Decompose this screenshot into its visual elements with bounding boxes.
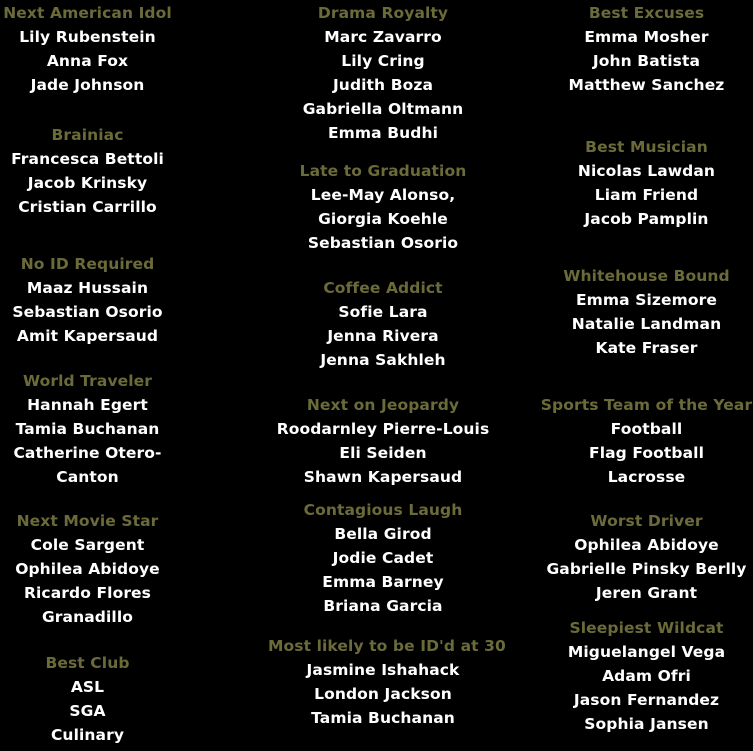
- award-section: [540, 393, 753, 489]
- nominee-name: Miguelangel Vega: [567, 643, 726, 661]
- award-section: [540, 264, 753, 360]
- award-section: [540, 616, 753, 736]
- award-title: Whitehouse Bound: [563, 267, 730, 285]
- nominee-name: Cristian Carrillo: [18, 198, 157, 216]
- award-title: Next on Jeopardy: [306, 396, 460, 414]
- nominee-name: Hannah Egert: [27, 396, 148, 414]
- award-title: No ID Required: [20, 255, 155, 273]
- nominee-name: Gabriella Oltmann: [302, 100, 464, 118]
- nominee-name: Jodie Cadet: [332, 549, 434, 567]
- nominee-name: ASL: [70, 678, 105, 696]
- award-title: Coffee Addict: [323, 279, 443, 297]
- award-title: Best Musician: [585, 138, 708, 156]
- award-title: Most likely to be ID'd at 30: [268, 637, 506, 655]
- nominee-name: Lee-May Alonso,: [310, 186, 456, 204]
- nominee-name: Lacrosse: [607, 468, 686, 486]
- nominee-name: SGA: [69, 702, 106, 720]
- award-section: [268, 159, 498, 255]
- award-title: Drama Royalty: [317, 4, 449, 22]
- award-section: [268, 498, 498, 618]
- award-title: Best Excuses: [588, 4, 705, 22]
- nominee-name: Emma Mosher: [584, 28, 709, 46]
- nominee-name: Matthew Sanchez: [568, 76, 725, 94]
- nominee-name: Tamia Buchanan: [15, 420, 160, 438]
- nominee-name: Shawn Kapersaud: [303, 468, 463, 486]
- nominee-name: Anna Fox: [46, 52, 129, 70]
- nominee-name: Canton: [56, 468, 119, 486]
- nominee-name: Tamia Buchanan: [311, 709, 455, 727]
- nominee-name: Catherine Otero-: [13, 444, 162, 462]
- nominee-name: Jade Johnson: [30, 76, 145, 94]
- nominee-name: Marc Zavarro: [324, 28, 442, 46]
- award-section: [0, 369, 175, 489]
- award-title: Contagious Laugh: [303, 501, 463, 519]
- nominee-name: Jason Fernandez: [573, 691, 720, 709]
- nominee-name: Briana Garcia: [323, 597, 443, 615]
- nominee-name: Granadillo: [41, 608, 133, 626]
- award-title: Next American Idol: [3, 4, 172, 22]
- award-section: [540, 1, 753, 97]
- award-section: [268, 276, 498, 372]
- award-title: Best Club: [45, 654, 130, 672]
- award-title: World Traveler: [22, 372, 153, 390]
- nominee-name: Sebastian Osorio: [12, 303, 163, 321]
- nominee-name: Culinary: [50, 726, 125, 744]
- nominee-name: Kate Fraser: [595, 339, 698, 357]
- award-section: [0, 123, 175, 219]
- award-section: [540, 135, 753, 231]
- nominee-name: Giorgia Koehle: [318, 210, 448, 228]
- nominee-name: Eli Seiden: [339, 444, 427, 462]
- nominee-name: Sophia Jansen: [584, 715, 709, 733]
- award-title: Sleepiest Wildcat: [569, 619, 724, 637]
- nominee-name: Judith Boza: [332, 76, 434, 94]
- nominee-name: Sofie Lara: [338, 303, 428, 321]
- nominee-name: Lily Rubenstein: [19, 28, 156, 46]
- nominee-name: Emma Barney: [322, 573, 444, 591]
- award-title: Brainiac: [51, 126, 124, 144]
- nominee-name: Emma Budhi: [327, 124, 439, 142]
- nominee-name: Jeren Grant: [595, 584, 698, 602]
- nominee-name: Ophilea Abidoye: [15, 560, 160, 578]
- nominee-name: London Jackson: [314, 685, 452, 703]
- nominee-name: Jacob Pamplin: [584, 210, 709, 228]
- nominee-name: Francesca Bettoli: [11, 150, 164, 168]
- nominee-name: Emma Sizemore: [575, 291, 717, 309]
- award-section: [268, 634, 506, 730]
- nominee-name: Football: [610, 420, 683, 438]
- nominee-name: Gabrielle Pinsky Berlly: [546, 560, 747, 578]
- award-title: Sports Team of the Year: [540, 396, 753, 414]
- award-section: [540, 509, 753, 605]
- nominee-name: John Batista: [592, 52, 701, 70]
- award-section: [268, 1, 498, 145]
- nominee-name: Maaz Hussain: [26, 279, 149, 297]
- award-section: [268, 393, 498, 489]
- award-title: Next Movie Star: [16, 512, 159, 530]
- nominee-name: Jenna Rivera: [327, 327, 439, 345]
- nominee-name: Natalie Landman: [571, 315, 722, 333]
- nominee-name: Ricardo Flores: [23, 584, 151, 602]
- award-section: [0, 252, 175, 348]
- award-title: Late to Graduation: [299, 162, 467, 180]
- nominee-name: Sebastian Osorio: [307, 234, 459, 252]
- award-section: [0, 1, 175, 97]
- award-title: Worst Driver: [590, 512, 703, 530]
- nominee-name: Jenna Sakhleh: [320, 351, 446, 369]
- award-section: [0, 509, 175, 629]
- nominee-name: Jasmine Ishahack: [306, 661, 460, 679]
- award-section: [0, 651, 175, 747]
- nominee-name: Liam Friend: [594, 186, 699, 204]
- nominee-name: Bella Girod: [334, 525, 432, 543]
- nominee-name: Roodarnley Pierre-Louis: [276, 420, 490, 438]
- nominee-name: Nicolas Lawdan: [577, 162, 716, 180]
- nominee-name: Flag Football: [589, 444, 704, 462]
- nominee-name: Cole Sargent: [30, 536, 145, 554]
- nominee-name: Lily Cring: [341, 52, 425, 70]
- nominee-name: Adam Ofri: [602, 667, 691, 685]
- nominee-name: Amit Kapersaud: [16, 327, 159, 345]
- nominee-name: Jacob Krinsky: [27, 174, 148, 192]
- nominee-name: Ophilea Abidoye: [574, 536, 719, 554]
